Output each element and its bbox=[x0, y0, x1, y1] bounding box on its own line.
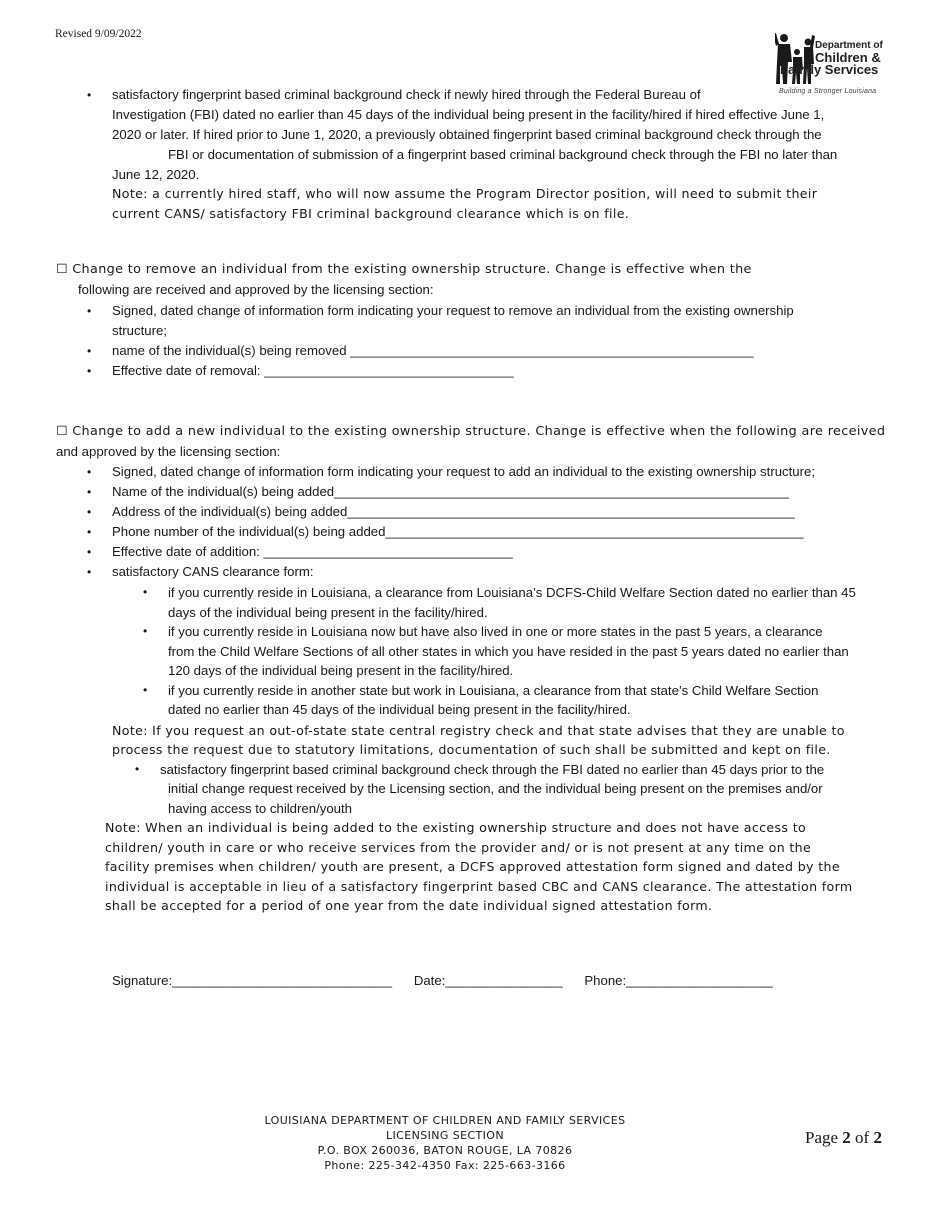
logo-line2: Children & bbox=[815, 50, 881, 65]
logo-wordmark bbox=[780, 40, 883, 77]
remove-heading: Change to remove an individual from the existing ownership structure. Change is effective when the bbox=[72, 262, 752, 277]
add-item-date-field[interactable]: • Effective date of addition: __________________________________ bbox=[112, 542, 906, 562]
signature-row bbox=[112, 973, 791, 988]
remove-item-name-field[interactable]: • name of the individual(s) being removed _______________________________________________________ bbox=[112, 341, 906, 361]
registry-note: Note: If you request an out-of-state state central registry check and that state advises that they are unable to process the request due to statutory limitations, documentation of such shall be submitted and kept on file. bbox=[112, 722, 845, 757]
cans-out-of-state-item: • if you currently reside in another state but work in Louisiana, a clearance from that state’s Child Welfare Section dated no earlier than 45 days of the individual being present in the facility/hired. bbox=[168, 681, 906, 720]
add-item-name-field[interactable]: • Name of the individual(s) being added______________________________________________________________ bbox=[112, 482, 906, 502]
fbi-check-item: • satisfactory fingerprint based criminal background check if newly hired through the Federal Bureau of Investigation (FBI) dated no earlier than 45 days of the individual being present in the facility/hired if hired effective June 1, 2020 or later. If hired prior to June 1, 2020, a previously obtained fingerprint based criminal background check through the FBI or documentation of submission of a fingerprint based criminal background check through the FBI no later than June 12, 2020. bbox=[112, 85, 902, 185]
add-fbi-check-item: • satisfactory fingerprint based criminal background check through the FBI dated no earlier than 45 days prior to the initial change request received by the Licensing section, and the individual being present on the premises and/or having access to children/youth bbox=[160, 760, 906, 819]
signature-field[interactable]: Signature:______________________________ bbox=[112, 973, 393, 988]
family-figures-icon bbox=[775, 32, 815, 88]
attestation-note: Note: When an individual is being added to the existing ownership structure and does not have access to children/ youth in care or who receive services from the provider and/ or is not present at any time on the facility premises when children/ youth are present, a DCFS approved attestation form signed and dated by the individual is acceptable in lieu of a satisfactory fingerprint based CBC and CANS clearance. The attestation form shall be accepted for a period of one year from the date individual signed attestation form. bbox=[105, 820, 853, 913]
cans-multistate-item: • if you currently reside in Louisiana now but have also lived in one or more states in the past 5 years, a clearance from the Child Welfare Sections of all other states in which you have resided in the past 5 years dated no earlier than 120 days of the individual being present in the facility/hired. bbox=[168, 622, 906, 681]
add-item-signed-form: • Signed, dated change of information form indicating your request to add an individual to the existing ownership structure; bbox=[112, 462, 906, 482]
add-item-cans: • satisfactory CANS clearance form: bbox=[112, 562, 906, 582]
page-number: Page 2 of 2 bbox=[805, 1128, 882, 1147]
add-heading: Change to add a new individual to the existing ownership structure. Change is effective when the following are received bbox=[72, 424, 886, 439]
phone-field[interactable]: Phone:____________________ bbox=[584, 973, 773, 988]
top-bullet-block bbox=[112, 85, 902, 223]
remove-item-signed-form: • Signed, dated change of information form indicating your request to remove an individual from the existing ownership structure; bbox=[112, 301, 906, 341]
date-field[interactable]: Date:________________ bbox=[413, 973, 563, 988]
revised-date: Revised 9/09/2022 bbox=[55, 28, 142, 40]
remove-checkbox[interactable]: ☐ bbox=[56, 262, 68, 277]
program-director-note: Note: a currently hired staff, who will now assume the Program Director position, will need to submit their current CANS/ satisfactory FBI criminal background clearance which is on file. bbox=[112, 186, 818, 221]
footer-address: LOUISIANA DEPARTMENT OF CHILDREN AND FAMILY SERVICES LICENSING SECTION P.O. BOX 260036, BATON ROUGE, LA 70826 Phone: 225-342-4350 Fax: 225-663-3166 bbox=[264, 1114, 626, 1172]
add-individual-section: ☐ Change to add a new individual to the existing ownership structure. Change is effective when the following are received and approved by the licensing section: • Signed, dated change of information form indicating your request to add an individual to the existing ownership structure; • Name of the individual(s) being added______________________________________________________________ • Address of the individual(s) being added_____________________________________________________________ • Phone number of the individual(s) being added_________________________________________________________ • Effective date of addition: __________________________________ • satisfactory CANS clearance form: • if you currently reside in Louisiana, a clearance from Louisiana’s DCFS-Child Welfare Section dated no earlier than 45 days of the individual being present in the facility/hired. • if you currently reside in Louisiana now but have also lived in one or more states in the past 5 years, a clearance from the Child Welfare Sections of all other states in which you have resided in the past 5 years dated no earlier than 120 days of the individual being present in the facility/hired. • if you currently reside in another state but work in Louisiana, a clearance from that state’s Child Welfare Section dated no earlier than 45 days of the individual being present in the facility/hired. Note: If you request an out-of-state state central registry check and that state advises that they are unable to process the request due to statutory limitations, documentation of such shall be submitted and kept on file. • satisfactory fingerprint based criminal background check through the FBI dated no earlier than 45 days prior to the initial change request received by the Licensing section, and the individual being present on the premises and/or having access to children/youth Note: When an individual is being added to the existing ownership structure and does not have access to children/ youth in care or who receive services from the provider and/ or is not present at any time on the facility premises when children/ youth are present, a DCFS approved attestation form signed and dated by the individual is acceptable in lieu of a satisfactory fingerprint based CBC and CANS clearance. The attestation form shall be accepted for a period of one year from the date individual signed attestation form. bbox=[56, 422, 906, 916]
cans-louisiana-item: • if you currently reside in Louisiana, a clearance from Louisiana’s DCFS-Child Welfare Section dated no earlier than 45 days of the individual being present in the facility/hired. bbox=[168, 583, 906, 622]
remove-item-date-field[interactable]: • Effective date of removal: __________________________________ bbox=[112, 361, 906, 381]
logo-tagline: Building a Stronger Louisiana bbox=[779, 88, 877, 95]
logo-line3: Family Services bbox=[780, 62, 879, 77]
remove-individual-section: ☐ Change to remove an individual from the existing ownership structure. Change is effective when the following are received and approved by the licensing section: • Signed, dated change of information form indicating your request to remove an individual from the existing ownership structure; • name of the individual(s) being removed _______________________________________________________ • Effective date of removal: __________________________________ bbox=[56, 260, 906, 381]
add-checkbox[interactable]: ☐ bbox=[56, 424, 68, 439]
add-item-address-field[interactable]: • Address of the individual(s) being added_____________________________________________________________ bbox=[112, 502, 906, 522]
add-item-phone-field[interactable]: • Phone number of the individual(s) being added_________________________________________________________ bbox=[112, 522, 906, 542]
logo-line1: Department of bbox=[815, 40, 883, 51]
